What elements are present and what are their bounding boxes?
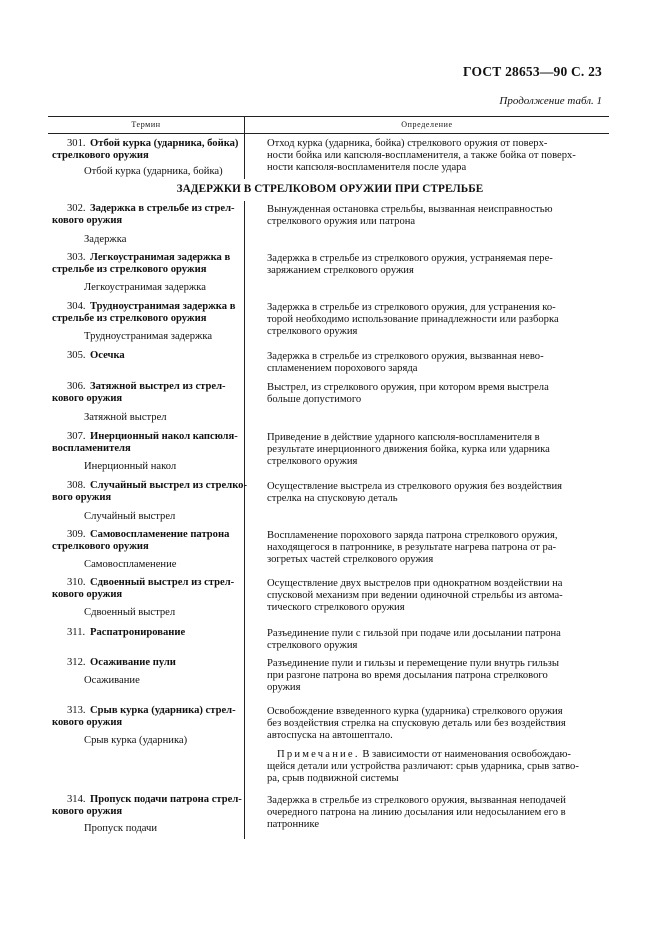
- entry-number: 307.: [67, 431, 86, 442]
- definition-line: Задержка в стрельбе из стрелкового оружия, вызванная неподачей: [267, 795, 566, 806]
- short-term: Сдвоенный выстрел: [84, 607, 176, 618]
- section-heading: ЗАДЕРЖКИ В СТРЕЛКОВОМ ОРУЖИИ ПРИ СТРЕЛЬБЕ: [176, 183, 484, 195]
- short-term: Задержка: [84, 234, 127, 245]
- definition-line: Разъединение пули с гильзой при подаче или досылании патрона: [267, 628, 561, 639]
- definition-line: стрелкового оружия: [267, 326, 358, 337]
- short-term: Отбой курка (ударника, бойка): [84, 166, 223, 177]
- short-term: Осаживание: [84, 675, 140, 686]
- table-top-rule: [48, 116, 609, 117]
- definition-line: без воздействия стрелка на спусковую деталь или без воздействия: [267, 718, 566, 729]
- definition-line: ности бойка или капсюля-воспламенителя, а также бойка от поверх-: [267, 150, 576, 161]
- term-line: кового оружия: [52, 215, 123, 226]
- entry-number: 305.: [67, 350, 86, 361]
- term-line: Сдвоенный выстрел из стрел-: [90, 577, 235, 588]
- short-term: Трудноустранимая задержка: [84, 331, 213, 342]
- definition-line: Задержка в стрельбе из стрелкового оружия, для устранения ко-: [267, 302, 556, 313]
- entry-number: 306.: [67, 381, 86, 392]
- term-line: стрельбе из стрелкового оружия: [52, 313, 207, 324]
- short-term: Пропуск подачи: [84, 823, 158, 834]
- term-line: Затяжной выстрел из стрел-: [90, 381, 226, 392]
- column-divider-lower: [244, 201, 245, 839]
- short-term: Инерционный накол: [84, 461, 177, 472]
- definition-line: торой необходимо использование принадлежности или разборка: [267, 314, 559, 325]
- term-line: Срыв курка (ударника) стрел-: [90, 705, 236, 716]
- definition-line: стрелка на спусковую деталь: [267, 493, 398, 504]
- term-line: вого оружия: [52, 492, 112, 503]
- definition-line: спламенением порохового заряда: [267, 363, 418, 374]
- short-term: Срыв курка (ударника): [84, 735, 188, 746]
- term-line: стрелкового оружия: [52, 150, 149, 161]
- entry-number: 302.: [67, 203, 86, 214]
- definition-line: Воспламенение порохового заряда патрона стрелкового оружия,: [267, 530, 558, 541]
- definition-line: Осуществление выстрела из стрелкового оружия без воздействия: [267, 481, 563, 492]
- definition-line: оружия: [267, 682, 301, 693]
- entry-number: 304.: [67, 301, 86, 312]
- definition-line: находящегося в патроннике, в результате нагрева патрона от ра-: [267, 542, 557, 553]
- short-term: Затяжной выстрел: [84, 412, 167, 423]
- term-line: воспламенителя: [52, 443, 131, 454]
- term-line: кового оружия: [52, 806, 123, 817]
- note-label: Примечание.: [277, 749, 360, 760]
- note-text: В зависимости от наименования освобождаю-: [362, 749, 571, 760]
- definition-line: Вынужденная остановка стрельбы, вызванная неисправностью: [267, 204, 553, 215]
- definition-line: Выстрел, из стрелкового оружия, при котором время выстрела: [267, 382, 549, 393]
- term-line: Случайный выстрел из стрелко-: [90, 480, 247, 491]
- entry-number: 313.: [67, 705, 86, 716]
- definition-line: зогретых частей стрелкового оружия: [267, 554, 434, 565]
- definition-line: Приведение в действие ударного капсюля-воспламенителя в: [267, 432, 540, 443]
- definition-line: заряжанием стрелкового оружия: [267, 265, 414, 276]
- column-divider-upper: [244, 133, 245, 179]
- entry-number: 309.: [67, 529, 86, 540]
- definition-line: больше допустимого: [267, 394, 362, 405]
- definition-line: патроннике: [267, 819, 320, 830]
- term-line: кового оружия: [52, 589, 123, 600]
- definition-line: стрелкового оружия: [267, 456, 358, 467]
- definition-line: ности капсюля-воспламенителя после удара: [267, 162, 467, 173]
- definition-line: при разгоне патрона во время досылания патрона стрелкового: [267, 670, 548, 681]
- term-line: Легкоустранимая задержка в: [90, 252, 231, 263]
- entry-number: 308.: [67, 480, 86, 491]
- note-line: щейся детали или устройства различают: срыв ударника, срыв затво-: [267, 761, 579, 772]
- entry-number: 311.: [67, 627, 86, 638]
- definition-line: Отход курка (ударника, бойка) стрелкового оружия от поверх-: [267, 138, 548, 149]
- note-line: ра, срыв подвижной системы: [267, 773, 399, 784]
- definition-line: Разъединение пули и гильзы и перемещение пули внутрь гильзы: [267, 658, 559, 669]
- term-line: Задержка в стрельбе из стрел-: [90, 203, 235, 214]
- short-term: Случайный выстрел: [84, 511, 176, 522]
- entry-number: 314.: [67, 794, 86, 805]
- short-term: Легкоустранимая задержка: [84, 282, 206, 293]
- term-line: Инерционный накол капсюля-: [90, 431, 238, 442]
- definition-line: стрелкового оружия или патрона: [267, 216, 416, 227]
- entry-number: 303.: [67, 252, 86, 263]
- term-line: стрельбе из стрелкового оружия: [52, 264, 207, 275]
- term-line: кового оружия: [52, 393, 123, 404]
- definition-line: тического стрелкового оружия: [267, 602, 405, 613]
- short-term: Самовоспламенение: [84, 559, 177, 570]
- term-line: Отбой курка (ударника, бойка): [90, 138, 239, 149]
- term-line: стрелкового оружия: [52, 541, 149, 552]
- term-line: кового оружия: [52, 717, 123, 728]
- entry-number: 310.: [67, 577, 86, 588]
- term-line: Пропуск подачи патрона стрел-: [90, 794, 242, 805]
- definition-line: результате инерционного движения бойка, курка или ударника: [267, 444, 550, 455]
- definition-line: Задержка в стрельбе из стрелкового оружия, устраняемая пере-: [267, 253, 553, 264]
- definition-line: автоспуска на автошептало.: [267, 730, 393, 741]
- note-line: [267, 749, 597, 761]
- entry-number: 312.: [67, 657, 86, 668]
- definition-column-header: Определение: [401, 120, 453, 129]
- table-header-rule: [48, 133, 609, 134]
- entry-number: 301.: [67, 138, 86, 149]
- definition-line: спусковой механизм при ведении одиночной стрельбы из автома-: [267, 590, 563, 601]
- definition-line: стрелкового оружия: [267, 640, 358, 651]
- term-line: Самовоспламенение патрона: [90, 529, 230, 540]
- definition-line: Задержка в стрельбе из стрелкового оружия, вызванная нево-: [267, 351, 544, 362]
- term-column-header: Термин: [131, 120, 161, 129]
- term-line: Распатронирование: [90, 627, 186, 638]
- term-line: Осаживание пули: [90, 657, 176, 668]
- definition-line: Освобождение взведенного курка (ударника) стрелкового оружия: [267, 706, 563, 717]
- term-line: Трудноустранимая задержка в: [90, 301, 236, 312]
- definition-line: очередного патрона на линию досылания или недосыланием его в: [267, 807, 566, 818]
- definition-line: Осуществление двух выстрелов при однократном воздействии на: [267, 578, 563, 589]
- term-line: Осечка: [90, 350, 125, 361]
- table-continuation-note: Продолжение табл. 1: [499, 95, 602, 107]
- standard-code-header: ГОСТ 28653—90 С. 23: [463, 64, 602, 79]
